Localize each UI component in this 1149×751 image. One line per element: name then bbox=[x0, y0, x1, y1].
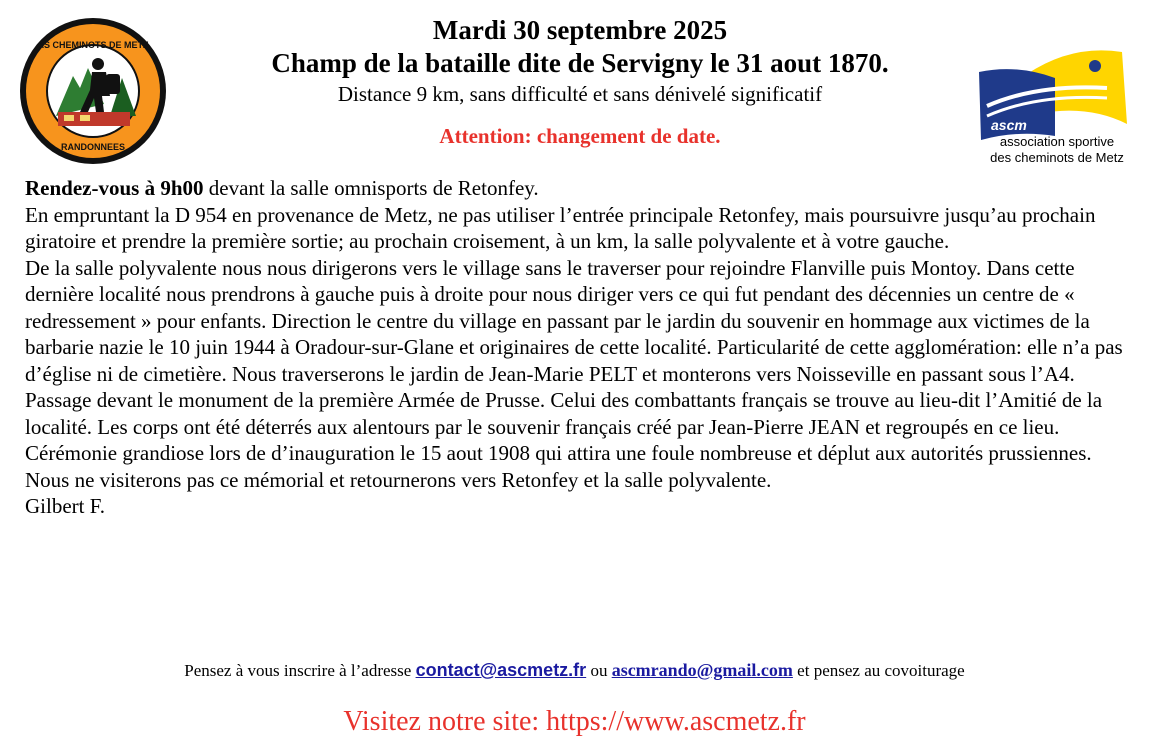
description-body bbox=[25, 175, 1140, 520]
signature: Gilbert F. bbox=[25, 494, 105, 518]
svg-text:RANDONNEES: RANDONNEES bbox=[60, 142, 126, 152]
directions-paragraph: En empruntant la D 954 en provenance de Metz, ne pas utiliser l’entrée principale Retonfey, mais poursuivre jusqu’au prochain giratoire et prendre la première sortie; au prochain croisement, à un km, la salle polyvalente et à votre gauche. bbox=[25, 202, 1096, 253]
registration-footer: Pensez à vous inscrire à l’adresse contact@ascmetz.fr ou ascmrando@gmail.com et pensez au covoiturage bbox=[184, 660, 965, 680]
website-link[interactable]: Visitez notre site: https://www.ascmetz.fr bbox=[343, 706, 806, 737]
ascm-caption: association sportive des cheminots de Metz bbox=[990, 134, 1124, 165]
svg-text:AS CHEMINOTS DE METZ: AS CHEMINOTS DE METZ bbox=[37, 40, 149, 50]
event-title: Champ de la bataille dite de Servigny le 31 aout 1870. bbox=[271, 48, 889, 78]
meeting-time: Rendez-vous à 9h00 bbox=[25, 176, 204, 200]
hiking-club-logo bbox=[18, 16, 168, 166]
meeting-point bbox=[25, 175, 1140, 202]
event-date: Mardi 30 septembre 2025 bbox=[432, 15, 728, 45]
svg-text:ascm: ascm bbox=[991, 117, 1027, 133]
attention-notice: Attention: changement de date. bbox=[439, 124, 721, 148]
meeting-place: devant la salle omnisports de Retonfey. bbox=[203, 176, 539, 200]
email-link-rando[interactable]: ascmrando@gmail.com bbox=[611, 660, 793, 680]
route-paragraph: De la salle polyvalente nous nous dirigerons vers le village sans le traverser pour rejoindre Flanville puis Montoy. Dans cette dernière localité nous prendrons à gauche puis à droite pour nous diriger vers ce qui fut pendant des décennies un centre de « redressement » pour enfants. Direction le centre du village en passant par le jardin du souvenir en hommage aux victimes de la barbarie nazie le 10 juin 1944 à Oradour-sur-Glane et originaires de cette localité. Particularité de cette agglomération: elle n’a pas d’église ni de cimetière. Nous traverserons le jardin de Jean-Marie PELT et monterons vers Noisseville en passant sous l’A4. Passage devant le monument de la première Armée de Prusse. Celui des combattants français se trouve au lieu-dit l’Amitié de la localité. Les corps ont été déterrés aux alentours par le souvenir français créé par Jean-Pierre JEAN et regroupés en ce lieu. Cérémonie grandiose lors de d’inauguration le 15 aout 1908 qui attira une foule nombreuse et déplut aux autorités prussiennes. Nous ne visiterons pas ce mémorial et retournerons vers Retonfey et la salle polyvalente. bbox=[25, 255, 1123, 492]
email-link-contact[interactable]: contact@ascmetz.fr bbox=[415, 660, 587, 680]
event-subtitle: Distance 9 km, sans difficulté et sans dénivelé significatif bbox=[337, 82, 823, 106]
header bbox=[0, 0, 1149, 175]
headline-block bbox=[190, 14, 970, 150]
